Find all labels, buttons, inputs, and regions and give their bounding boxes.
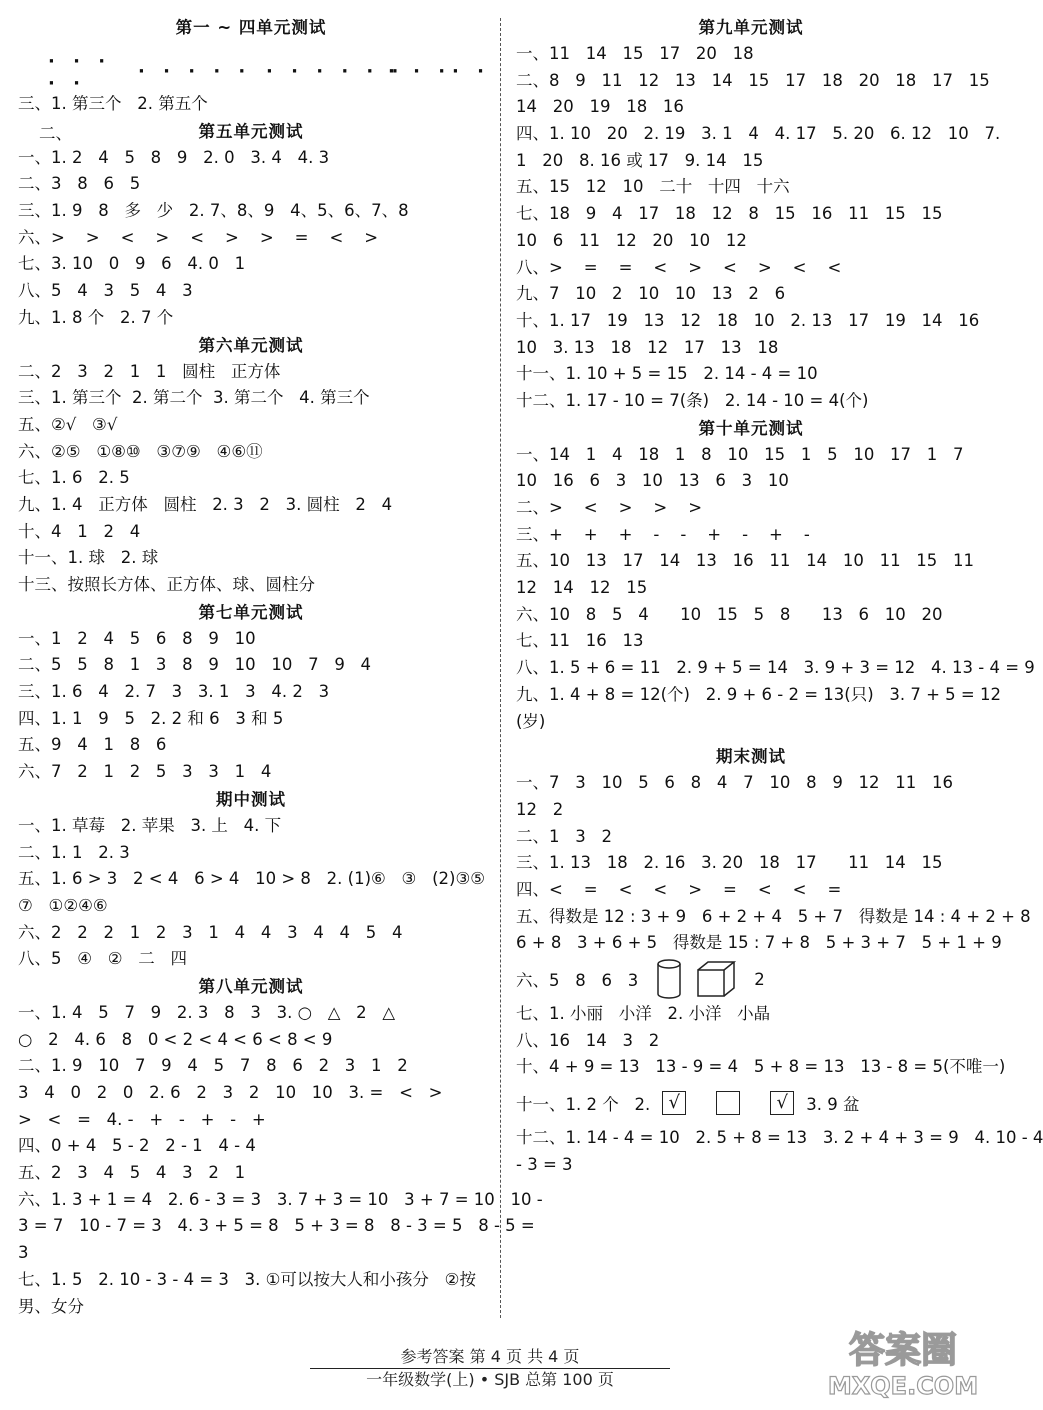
answer-line: 八、5 ④ ② 二 四 bbox=[18, 949, 188, 969]
answer-line: 一、1. 4 5 7 9 2. 3 8 3 3. ○ △ 2 △ bbox=[18, 1002, 396, 1022]
watermark-url: MXQE.COM bbox=[827, 1372, 979, 1400]
answer-label: 二、 bbox=[38, 124, 72, 143]
answer-line: 四、0 + 4 5 - 2 2 - 1 4 - 4 bbox=[18, 1136, 256, 1156]
answer-line: 六、1. 3 + 1 = 4 2. 6 - 3 = 3 3. 7 + 3 = 10 3 + 7 = 10 10 - bbox=[18, 1189, 543, 1209]
dot-pattern: · · · bbox=[388, 61, 452, 82]
dot-pattern: · · bbox=[48, 73, 86, 94]
answer-line: 十、4 + 9 = 13 13 - 9 = 4 5 + 8 = 13 13 - 8 = 5(不唯一) bbox=[516, 1057, 1006, 1077]
answer-line: 八、1. 5 + 6 = 11 2. 9 + 5 = 14 3. 9 + 3 = 12 4. 13 - 4 = 9 bbox=[516, 658, 1035, 678]
answer-line: 二、8 9 11 12 13 14 15 17 18 20 18 17 15 bbox=[516, 70, 990, 90]
answer-line: 八、16 14 3 2 bbox=[516, 1030, 660, 1050]
answer-line: 10 16 6 3 10 13 6 3 10 bbox=[516, 471, 789, 491]
section-body bbox=[18, 1000, 543, 1320]
answer-line: 三、1. 13 18 2. 16 3. 20 18 17 11 14 15 bbox=[516, 853, 943, 873]
cube-icon bbox=[696, 960, 736, 998]
answer-line: 二、5 5 8 1 3 8 9 10 10 7 9 4 bbox=[18, 655, 372, 675]
answer-line: ⑦ ①②④⑥ bbox=[18, 895, 108, 915]
answer-line: 七、11 16 13 bbox=[516, 631, 644, 651]
answer-line: 二、1. 1 2. 3 bbox=[18, 842, 130, 862]
watermark-logo bbox=[818, 1318, 988, 1400]
answer-text: 3. 9 盆 bbox=[806, 1095, 860, 1115]
answer-line: 九、7 10 2 10 10 13 2 6 bbox=[516, 284, 786, 304]
answer-line: 3 4 0 2 0 2. 6 2 3 2 10 10 3. = < > bbox=[18, 1083, 443, 1102]
section-body bbox=[516, 1125, 1043, 1178]
answer-text: 六、5 8 6 3 bbox=[516, 971, 639, 990]
answer-line: - 3 = 3 bbox=[516, 1154, 573, 1174]
answer-line: 四、1. 10 20 2. 19 3. 1 4 4. 17 5. 20 6. 12 10 7. bbox=[516, 124, 1001, 144]
answer-line: 十一、1. 10 + 5 = 15 2. 14 - 4 = 10 bbox=[516, 364, 818, 384]
answer-line: 六、2 2 2 1 2 3 1 4 4 3 4 4 5 4 bbox=[18, 922, 403, 942]
answer-line: 五、1. 6 > 3 2 < 4 6 > 4 10 > 8 2. (1)⑥ ③ (2)③⑤ bbox=[18, 869, 486, 889]
answer-line: 五、得数是 12 : 3 + 9 6 + 2 + 4 5 + 7 得数是 14 : 4 + 2 + 8 bbox=[516, 906, 1031, 926]
answer-line: 二、1 3 2 bbox=[516, 826, 612, 846]
section-body bbox=[516, 41, 1001, 415]
section-body bbox=[18, 813, 484, 973]
answer-line: 十三、按照长方体、正方体、球、圆柱分 bbox=[18, 575, 315, 594]
section-title: 第八单元测试 bbox=[198, 976, 304, 996]
answer-line: 一、1 2 4 5 6 8 9 10 bbox=[18, 628, 256, 648]
section-title: 第一 ~ 四单元测试 bbox=[175, 18, 327, 37]
answer-line: 五、15 12 10 二十 十四 十六 bbox=[516, 177, 790, 197]
answer-line: 14 20 19 18 16 bbox=[516, 97, 684, 117]
dot-pattern: · · · bbox=[48, 51, 112, 72]
section-title: 第十单元测试 bbox=[698, 418, 804, 438]
answer-line: 七、3. 10 0 9 6 4. 0 1 bbox=[18, 254, 246, 274]
answer-line: 十一、1. 球 2. 球 bbox=[18, 548, 159, 568]
dot-pattern: · · · · · bbox=[138, 61, 252, 82]
section-body bbox=[516, 770, 1031, 957]
answer-line: 五、10 13 17 14 13 16 11 14 10 11 15 11 bbox=[516, 551, 975, 571]
answer-line: 九、1. 4 正方体 圆柱 2. 3 2 3. 圆柱 2 4 bbox=[18, 494, 393, 514]
answer-line: (岁) bbox=[516, 711, 546, 731]
answer-line: 10 6 11 12 20 10 12 bbox=[516, 230, 747, 250]
answer-line: 八、5 4 3 5 4 3 bbox=[18, 281, 193, 301]
answer-line: 七、1. 5 2. 10 - 3 - 4 = 3 3. ①可以按大人和小孩分 ②按 bbox=[18, 1269, 476, 1289]
answer-line: 六、> > < > < > > = < > bbox=[18, 227, 379, 247]
answer-line: 七、18 9 4 17 18 12 8 15 16 11 15 15 bbox=[516, 204, 943, 224]
cylinder-icon bbox=[656, 959, 682, 999]
page-footer bbox=[310, 1346, 670, 1391]
answer-line: 二、> < > > > bbox=[516, 498, 703, 517]
section-body bbox=[516, 1001, 1006, 1081]
section-body bbox=[18, 626, 484, 786]
answer-line: 六、②⑤ ①⑧⑩ ③⑦⑨ ④⑥⑪ bbox=[18, 441, 263, 461]
answer-line: 3 = 7 10 - 7 = 3 4. 3 + 5 = 8 5 + 3 = 8 8 - 3 = 5 8 - 5 = bbox=[18, 1216, 535, 1236]
watermark-text: 答案圈 bbox=[848, 1330, 958, 1371]
answer-line-checkboxes bbox=[516, 1081, 986, 1125]
check-box bbox=[716, 1091, 740, 1115]
answer-line: 六、7 2 1 2 5 3 3 1 4 bbox=[18, 762, 272, 782]
answer-line: 二、3 8 6 5 bbox=[18, 174, 141, 194]
answer-line: 三、+ + + - - + - + - bbox=[516, 524, 810, 544]
section-title: 期末测试 bbox=[716, 747, 786, 767]
answer-line: 12 2 bbox=[516, 799, 564, 819]
section-body bbox=[18, 359, 484, 599]
answer-line: 十二、1. 17 - 10 = 7(条) 2. 14 - 10 = 4(个) bbox=[516, 390, 869, 410]
dot-pattern: · · bbox=[452, 61, 490, 82]
answer-line: 四、< = < < > = < < = bbox=[516, 879, 842, 899]
answer-line: 九、1. 4 + 8 = 12(个) 2. 9 + 6 - 2 = 13(只) 3. 7 + 5 = 12 bbox=[516, 684, 1001, 704]
section-title: 第五单元测试 bbox=[198, 121, 304, 141]
footer-page-info: 参考答案 第 4 页 共 4 页 bbox=[310, 1346, 670, 1369]
right-column bbox=[516, 14, 1043, 1178]
answer-line: 1 20 8. 16 或 17 9. 14 15 bbox=[516, 150, 764, 170]
answer-line: 十、4 1 2 4 bbox=[18, 521, 141, 541]
answer-line: 五、9 4 1 8 6 bbox=[18, 735, 167, 755]
answer-line: 三、1. 第三个 2. 第二个 3. 第二个 4. 第三个 bbox=[18, 388, 370, 408]
check-box: √ bbox=[770, 1091, 794, 1115]
answer-line: 十二、1. 14 - 4 = 10 2. 5 + 8 = 13 3. 2 + 4 + 3 = 9 4. 10 - 4 bbox=[516, 1128, 1043, 1148]
answer-line: 10 3. 13 18 12 17 13 18 bbox=[516, 337, 779, 357]
answer-line: 三、1. 第三个 2. 第五个 bbox=[18, 94, 208, 113]
answer-line: 六、10 8 5 4 10 15 5 8 13 6 10 20 bbox=[516, 604, 943, 624]
answer-line: ○ 2 4. 6 8 0 < 2 < 4 < 6 < 8 < 9 bbox=[18, 1029, 333, 1049]
answer-line: 一、1. 2 4 5 8 9 2. 0 3. 4 4. 3 bbox=[18, 147, 330, 167]
section-body bbox=[18, 145, 484, 332]
section-body bbox=[516, 442, 1035, 736]
answer-line: 七、1. 6 2. 5 bbox=[18, 468, 130, 488]
check-box: √ bbox=[662, 1091, 686, 1115]
answer-line: > < = 4. - + - + - + bbox=[18, 1109, 266, 1129]
section-title: 第九单元测试 bbox=[698, 18, 804, 37]
answer-line: 12 14 12 15 bbox=[516, 578, 648, 598]
section-title: 期中测试 bbox=[216, 789, 286, 809]
answer-line: 一、14 1 4 18 1 8 10 15 1 5 10 17 1 7 bbox=[516, 444, 964, 464]
column-divider bbox=[500, 18, 501, 1318]
answer-line: 八、> = = < > < > < < bbox=[516, 257, 842, 277]
answer-line: 3 bbox=[18, 1243, 29, 1263]
answer-line: 一、11 14 15 17 20 18 bbox=[516, 44, 754, 63]
answer-line: 九、1. 8 个 2. 7 个 bbox=[18, 307, 174, 327]
answer-text: 十一、1. 2 个 2. bbox=[516, 1095, 651, 1115]
answer-line: 二、2 3 2 1 1 圆柱 正方体 bbox=[18, 361, 281, 381]
answer-line: 一、1. 草莓 2. 苹果 3. 上 4. 下 bbox=[18, 815, 282, 835]
answer-line: 三、1. 9 8 多 少 2. 7、8、9 4、5、6、7、8 bbox=[18, 201, 409, 221]
section-title: 第六单元测试 bbox=[198, 335, 304, 355]
answer-line: 一、7 3 10 5 6 8 4 7 10 8 9 12 11 16 bbox=[516, 773, 954, 793]
answer-line-shapes bbox=[516, 957, 986, 1001]
answer-line: 七、1. 小丽 小洋 2. 小洋 小晶 bbox=[516, 1004, 771, 1023]
section-title: 第七单元测试 bbox=[198, 602, 304, 622]
answer-line: 五、②√ ③√ bbox=[18, 414, 118, 434]
footer-book-info: 一年级数学(上) • SJB 总第 100 页 bbox=[366, 1370, 614, 1389]
answer-line: 四、1. 1 9 5 2. 2 和 6 3 和 5 bbox=[18, 708, 284, 728]
answer-text: 2 bbox=[754, 969, 765, 989]
answer-line: 男、女分 bbox=[18, 1296, 84, 1316]
answer-line: 二、1. 9 10 7 9 4 5 7 8 6 2 3 1 2 bbox=[18, 1056, 408, 1076]
answer-line: 五、2 3 4 5 4 3 2 1 bbox=[18, 1163, 246, 1183]
answer-line: 三、1. 6 4 2. 7 3 3. 1 3 4. 2 3 bbox=[18, 682, 330, 702]
answer-line: 6 + 8 3 + 6 + 5 得数是 15 : 7 + 8 5 + 3 + 7 5 + 1 + 9 bbox=[516, 933, 1002, 953]
dot-pattern: · · · · · · bbox=[266, 61, 405, 82]
answer-line: 十、1. 17 19 13 12 18 10 2. 13 17 19 14 16 bbox=[516, 310, 980, 330]
